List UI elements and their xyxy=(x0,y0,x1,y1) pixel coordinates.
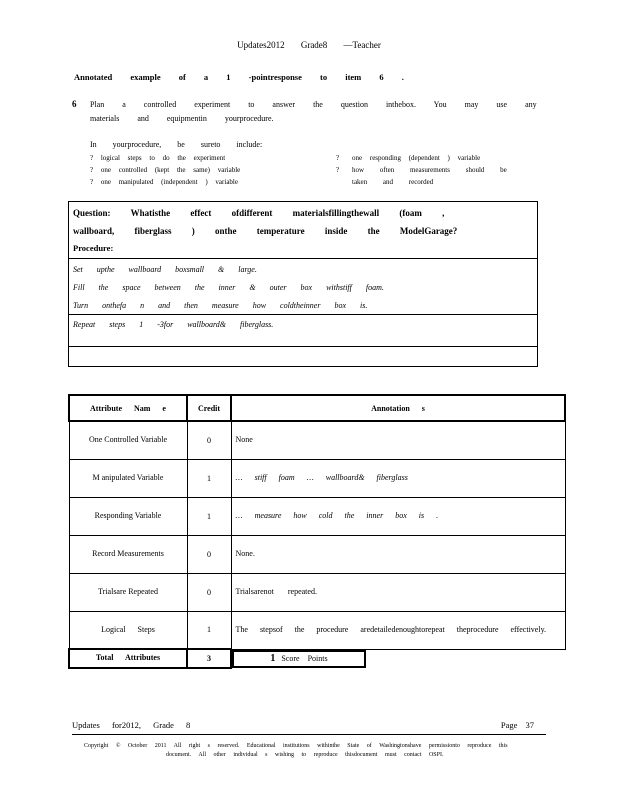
student-response-box xyxy=(68,201,538,367)
score-label: Score Points xyxy=(281,653,328,663)
question-prompt-line1: Plan a controlled experiment to answer the question inthebox. You may use any xyxy=(90,100,537,109)
box-question-line1: Question: Whatisthe effect ofdifferent materialsfillingthewall (foam , xyxy=(73,208,445,218)
annotation-text: The stepsof the procedure aredetailedenoughtorepeat theprocedure effectively. xyxy=(231,611,565,649)
score-number: 1 xyxy=(270,652,276,664)
credit-value: 0 xyxy=(187,421,231,459)
attribute-name: Record Measurements xyxy=(69,535,187,573)
annotation-text: Trialsarenot repeated. xyxy=(231,573,565,611)
footer-rule xyxy=(72,734,546,735)
header-attribute: Attribute Nam e xyxy=(69,395,187,421)
question-number: 6 xyxy=(72,99,77,109)
table-row xyxy=(69,535,565,573)
attribute-name: Logical Steps xyxy=(69,611,187,649)
copyright-line2: document. All other individual s wishing to reproduce thisdocument must contact OSPI. xyxy=(166,752,444,758)
total-row xyxy=(69,649,565,668)
scoring-table xyxy=(68,394,566,669)
credit-value: 0 xyxy=(187,535,231,573)
table-row xyxy=(69,497,565,535)
include-bullet: ? xyxy=(336,166,340,174)
table-row xyxy=(69,611,565,649)
include-item: ? one controlled (kept the same) variable xyxy=(90,166,241,174)
header-annotations: Annotation s xyxy=(231,395,565,421)
attribute-name: M anipulated Variable xyxy=(69,459,187,497)
divider xyxy=(69,258,537,259)
attribute-name: Trialsare Repeated xyxy=(69,573,187,611)
running-header: Updates2012 Grade8 —Teacher xyxy=(237,40,381,50)
credit-value: 1 xyxy=(187,611,231,649)
annotation-text: … measure how cold the inner box is . xyxy=(231,497,565,535)
include-item: taken and recorded xyxy=(352,178,434,186)
credit-value: 1 xyxy=(187,497,231,535)
include-item: one responding (dependent ) variable xyxy=(352,154,481,162)
score-box xyxy=(232,650,366,668)
divider xyxy=(69,346,537,347)
annotation-title: Annotated example of a 1 -pointresponse to item 6 . xyxy=(74,72,404,82)
procedure-label: Procedure: xyxy=(73,243,114,253)
attribute-name: Responding Variable xyxy=(69,497,187,535)
attribute-name: One Controlled Variable xyxy=(69,421,187,459)
table-row xyxy=(69,573,565,611)
score-cell xyxy=(231,649,565,668)
total-value: 3 xyxy=(187,649,231,668)
credit-value: 0 xyxy=(187,573,231,611)
credit-value: 1 xyxy=(187,459,231,497)
include-item: how often measurements should be xyxy=(352,166,507,174)
include-item: ? logical steps to do the experiment xyxy=(90,154,226,162)
include-intro: In yourprocedure, be sureto include: xyxy=(90,140,263,149)
procedure-step: Repeat steps 1 -3for wallboard& fiberglass. xyxy=(73,320,274,329)
annotation-text: None xyxy=(231,421,565,459)
divider xyxy=(69,314,537,315)
total-label: Total Attributes xyxy=(69,649,187,668)
copyright-line1: Copyright © October 2011 All right s reserved. Educational institutions withinthe State of Washingtonshave permissionto reproduce this xyxy=(84,743,508,749)
box-question-line2: wallboard, fiberglass ) onthe temperature inside the ModelGarage? xyxy=(73,226,458,236)
procedure-step: Turn onthefa n and then measure how coldtheinner box is. xyxy=(73,301,368,310)
procedure-step: Fill the space between the inner & outer box withstiff foam. xyxy=(73,283,384,292)
table-row xyxy=(69,459,565,497)
annotation-text: None. xyxy=(231,535,565,573)
include-bullet: ? xyxy=(336,154,340,162)
footer-title: Updates for2012, Grade 8 xyxy=(72,720,191,730)
annotation-text: … stiff foam … wallboard& fiberglass xyxy=(231,459,565,497)
page-number: Page 37 xyxy=(500,720,534,730)
table-row xyxy=(69,421,565,459)
question-prompt-line2: materials and equipmentin yourprocedure. xyxy=(90,114,274,123)
procedure-step: Set upthe wallboard boxsmall & large. xyxy=(73,265,257,274)
header-credit: Credit xyxy=(187,395,231,421)
include-item: ? one manipulated (independent ) variable xyxy=(90,178,238,186)
